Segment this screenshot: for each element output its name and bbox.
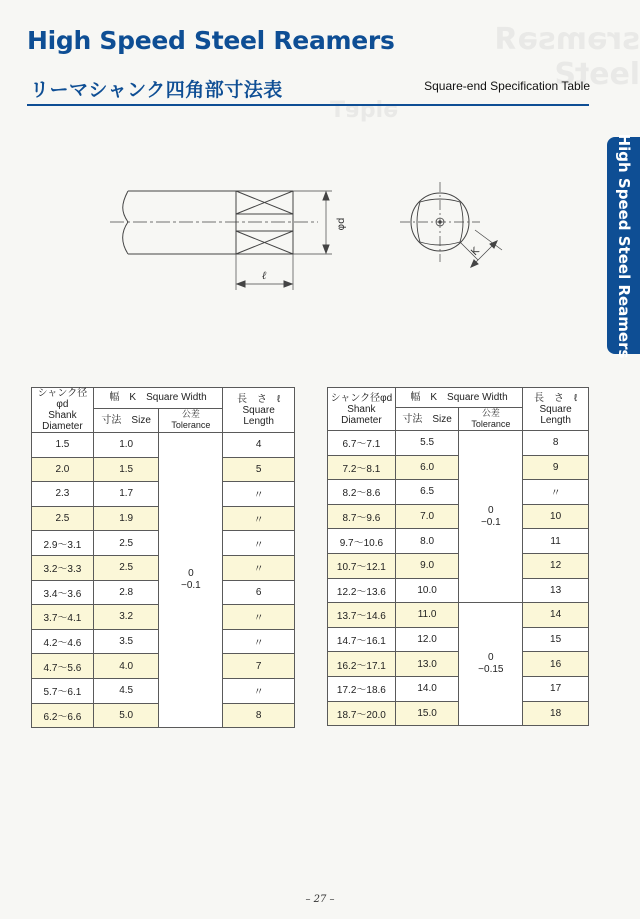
header-length-jp: 長 さ ℓ (237, 393, 281, 405)
shank-cell: 14.7～16.1 (328, 627, 396, 652)
header-length-jp: 長 さ ℓ (534, 392, 578, 404)
shank-end-view (400, 182, 502, 267)
length-cell: 8 (523, 431, 589, 456)
size-cell: 7.0 (395, 504, 459, 529)
size-cell: 9.0 (395, 553, 459, 578)
shank-cell: 3.7～4.1 (32, 605, 94, 630)
length-cell: 〃 (223, 506, 295, 531)
size-cell: 4.0 (93, 654, 159, 679)
length-cell: 18 (523, 701, 589, 726)
shank-cell: 7.2～8.1 (328, 455, 396, 480)
shank-cell: 10.7～12.1 (328, 553, 396, 578)
page-number: – 27 – (305, 894, 335, 905)
size-cell: 6.5 (395, 480, 459, 505)
header-length-en-2: Length (243, 415, 274, 427)
shank-cell: 12.2～13.6 (328, 578, 396, 603)
size-cell: 1.5 (93, 457, 159, 482)
length-cell: 〃 (523, 480, 589, 505)
length-cell: 11 (523, 529, 589, 554)
header-shank (328, 388, 396, 431)
length-cell: 13 (523, 578, 589, 603)
size-cell: 5.0 (93, 703, 159, 728)
size-cell: 12.0 (395, 627, 459, 652)
size-cell: 14.0 (395, 676, 459, 701)
length-cell: 〃 (223, 555, 295, 580)
diameter-label: φd (336, 217, 347, 231)
show-through-text: srəmsəЯ lɘɘtƧ (494, 22, 640, 92)
length-cell: 14 (523, 603, 589, 628)
size-cell: 1.0 (93, 433, 159, 458)
header-length-en-1: Square (539, 403, 572, 415)
shank-cell: 6.2～6.6 (32, 703, 94, 728)
length-label: ℓ (261, 269, 267, 282)
shank-cell: 18.7～20.0 (328, 701, 396, 726)
header-square-width: 幅 K Square Width (395, 388, 522, 408)
length-cell: 〃 (223, 678, 295, 703)
length-cell: 7 (223, 654, 295, 679)
shank-cell: 4.2～4.6 (32, 629, 94, 654)
tolerance-cell (459, 603, 523, 726)
reamer-shank-diagram (0, 0, 640, 330)
length-cell: 〃 (223, 629, 295, 654)
length-cell: 〃 (223, 605, 295, 630)
shank-cell: 2.0 (32, 457, 94, 482)
header-square-length (523, 388, 589, 431)
length-cell: 15 (523, 627, 589, 652)
shank-cell: 13.7～14.6 (328, 603, 396, 628)
length-cell: 12 (523, 553, 589, 578)
tolerance-upper: 0 (188, 568, 194, 580)
length-cell: 17 (523, 676, 589, 701)
tolerance-cell (159, 433, 223, 728)
tolerance-lower: −0.1 (181, 580, 201, 592)
section-title-japanese: リーマシャンク四角部寸法表 (30, 79, 283, 101)
header-shank-jp: シャンク径φd (37, 388, 88, 410)
header-length-en-1: Square (242, 404, 275, 416)
size-cell: 1.9 (93, 506, 159, 531)
tolerance-upper: 0 (488, 504, 494, 516)
shank-cell: 8.2～8.6 (328, 480, 396, 505)
header-square-width: 幅 K Square Width (93, 388, 222, 409)
section-title-english: Square-end Specification Table (424, 79, 590, 93)
header-tolerance: 公差 Tolerance (159, 408, 223, 432)
size-cell: 2.5 (93, 555, 159, 580)
header-shank-en-2: Diameter (341, 414, 382, 426)
length-cell: 10 (523, 504, 589, 529)
shank-side-view (110, 191, 332, 290)
shank-cell: 9.7～10.6 (328, 529, 396, 554)
shank-cell: 2.3 (32, 482, 94, 507)
size-cell: 5.5 (395, 431, 459, 456)
tolerance-lower: −0.15 (478, 664, 504, 676)
header-shank (32, 388, 94, 433)
page-title: High Speed Steel Reamers (27, 26, 395, 55)
shank-cell: 4.7～5.6 (32, 654, 94, 679)
header-shank-jp: シャンク径φd (330, 392, 393, 404)
header-shank-en-1: Shank (347, 403, 376, 415)
length-cell: 5 (223, 457, 295, 482)
size-cell: 8.0 (395, 529, 459, 554)
size-cell: 4.5 (93, 678, 159, 703)
length-cell: 16 (523, 652, 589, 677)
shank-cell: 5.7～6.1 (32, 678, 94, 703)
tolerance-lower: −0.1 (480, 516, 501, 528)
size-cell: 1.7 (93, 482, 159, 507)
header-tolerance: 公差 Tolerance (459, 408, 523, 431)
length-cell: 4 (223, 433, 295, 458)
header-shank-en-1: Shank (48, 410, 77, 421)
shank-cell: 2.9～3.1 (32, 531, 94, 556)
shank-cell: 3.4～3.6 (32, 580, 94, 605)
width-label: K (469, 245, 482, 259)
size-cell: 3.5 (93, 629, 159, 654)
size-cell: 11.0 (395, 603, 459, 628)
shank-cell: 17.2～18.6 (328, 676, 396, 701)
shank-cell: 1.5 (32, 433, 94, 458)
shank-cell: 16.2～17.1 (328, 652, 396, 677)
shank-cell: 6.7～7.1 (328, 431, 396, 456)
length-cell: 8 (223, 703, 295, 728)
tolerance-cell (459, 431, 523, 603)
size-cell: 2.5 (93, 531, 159, 556)
side-index-tab-label: High Speed Steel Reamers (614, 133, 633, 358)
shank-cell: 3.2～3.3 (32, 555, 94, 580)
shank-cell: 8.7～9.6 (328, 504, 396, 529)
header-length-en-2: Length (540, 414, 571, 426)
size-cell: 13.0 (395, 652, 459, 677)
length-cell: 9 (523, 455, 589, 480)
length-cell: 〃 (223, 531, 295, 556)
header-shank-en-2: Diameter (42, 421, 83, 432)
spec-table-left (31, 387, 295, 728)
size-cell: 2.8 (93, 580, 159, 605)
length-cell: 6 (223, 580, 295, 605)
header-size: 寸法 Size (93, 408, 159, 432)
header-square-length (223, 388, 295, 433)
size-cell: 6.0 (395, 455, 459, 480)
tolerance-upper: 0 (488, 652, 494, 664)
size-cell: 15.0 (395, 701, 459, 726)
size-cell: 3.2 (93, 605, 159, 630)
size-cell: 10.0 (395, 578, 459, 603)
show-through-text: ǝlqɐT (330, 98, 399, 123)
spec-table-right (327, 387, 589, 726)
length-cell: 〃 (223, 482, 295, 507)
shank-cell: 2.5 (32, 506, 94, 531)
header-size: 寸法 Size (395, 408, 459, 431)
